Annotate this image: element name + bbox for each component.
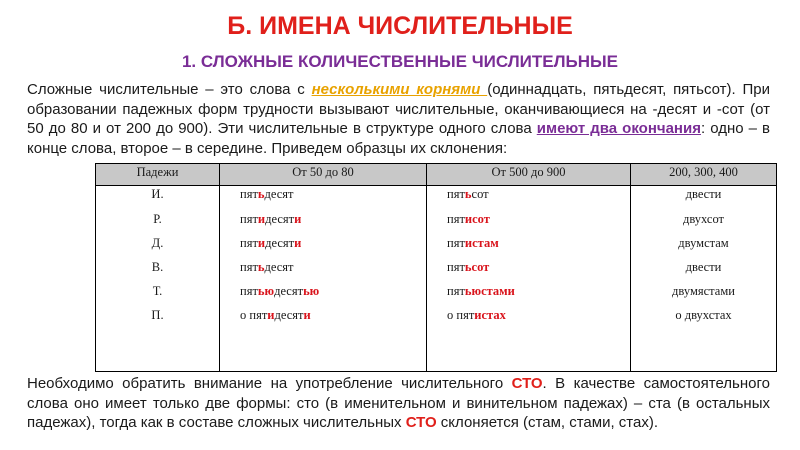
numeral-200-400: двести (685, 187, 722, 201)
column-50-80 (220, 186, 427, 372)
numeral-50-80: пятьюдесятью (240, 284, 320, 298)
numeral-500-900: пятьсот (447, 187, 489, 201)
case-label: П. (151, 308, 164, 322)
case-label: В. (151, 260, 164, 274)
intro-text-1: Сложные числительные – это слова с (27, 81, 312, 98)
highlight-two-endings: имеют два окончания (536, 120, 701, 137)
declension-table (95, 163, 777, 372)
numeral-200-400: двумстам (678, 236, 729, 250)
header-cases: Падежи (96, 164, 220, 186)
numeral-500-900: о пятистах (447, 308, 506, 322)
numeral-50-80: пятидесяти (240, 212, 302, 226)
numeral-50-80: пятьдесят (240, 260, 294, 274)
numeral-200-400: о двухстах (675, 308, 732, 322)
slide-title: Б. ИМЕНА ЧИСЛИТЕЛЬНЫЕ (227, 12, 573, 40)
column-500-900 (427, 186, 631, 372)
case-label: Д. (151, 236, 164, 250)
numeral-500-900: пятьюстами (447, 284, 515, 298)
numeral-200-400: двухсот (682, 212, 725, 226)
numeral-50-80: пятьдесят (240, 187, 294, 201)
table-body-row (96, 186, 777, 372)
case-label: Р. (153, 212, 162, 226)
cto-text-2: . В качестве самостоятельного слова оно имеет только две формы: сто (в именительном и винительном падежах) – ста (в остальных падежах), тогда как в составе сложных числительных (27, 375, 770, 431)
numeral-50-80: о пятидесяти (240, 308, 311, 322)
header-500-900: От 500 до 900 (427, 164, 631, 186)
case-label: Т. (152, 284, 163, 298)
header-50-80: От 50 до 80 (220, 164, 427, 186)
table-header-row (96, 164, 777, 186)
intro-text-3: : одно – в конце слова, второе – в середине. Приведем образцы их склонения: (27, 120, 770, 157)
intro-text-2: (одиннадцать, пятьдесят, пятьсот). При образовании падежных форм трудности вызывают числительные, оканчивающиеся на -десят и -сот (от 50 до 80 и от 200 до 900). Эти числительные в структуре одного слова (27, 81, 770, 137)
cto-text-1: Необходимо обратить внимание на употребление числительного (27, 375, 512, 392)
cto-highlight-1: СТО (511, 375, 543, 392)
case-label: И. (151, 187, 164, 201)
numeral-500-900: пятисот (447, 212, 490, 226)
cto-paragraph (27, 374, 770, 433)
numeral-500-900: пятистам (447, 236, 499, 250)
column-200-400 (631, 186, 777, 372)
numeral-50-80: пятидесяти (240, 236, 302, 250)
cases-column (96, 186, 220, 372)
intro-paragraph (27, 80, 770, 158)
header-200-400: 200, 300, 400 (631, 164, 777, 186)
cto-highlight-2: СТО (405, 414, 437, 431)
numeral-500-900: пятьсот (447, 260, 490, 274)
section-subtitle: 1. СЛОЖНЫЕ КОЛИЧЕСТВЕННЫЕ ЧИСЛИТЕЛЬНЫЕ (181, 52, 619, 71)
highlight-several-roots: несколькими корнями (311, 81, 488, 98)
cto-text-3: склоняется (стам, стами, стах). (436, 414, 658, 431)
numeral-200-400: двести (685, 260, 722, 274)
numeral-200-400: двумястами (672, 284, 735, 298)
